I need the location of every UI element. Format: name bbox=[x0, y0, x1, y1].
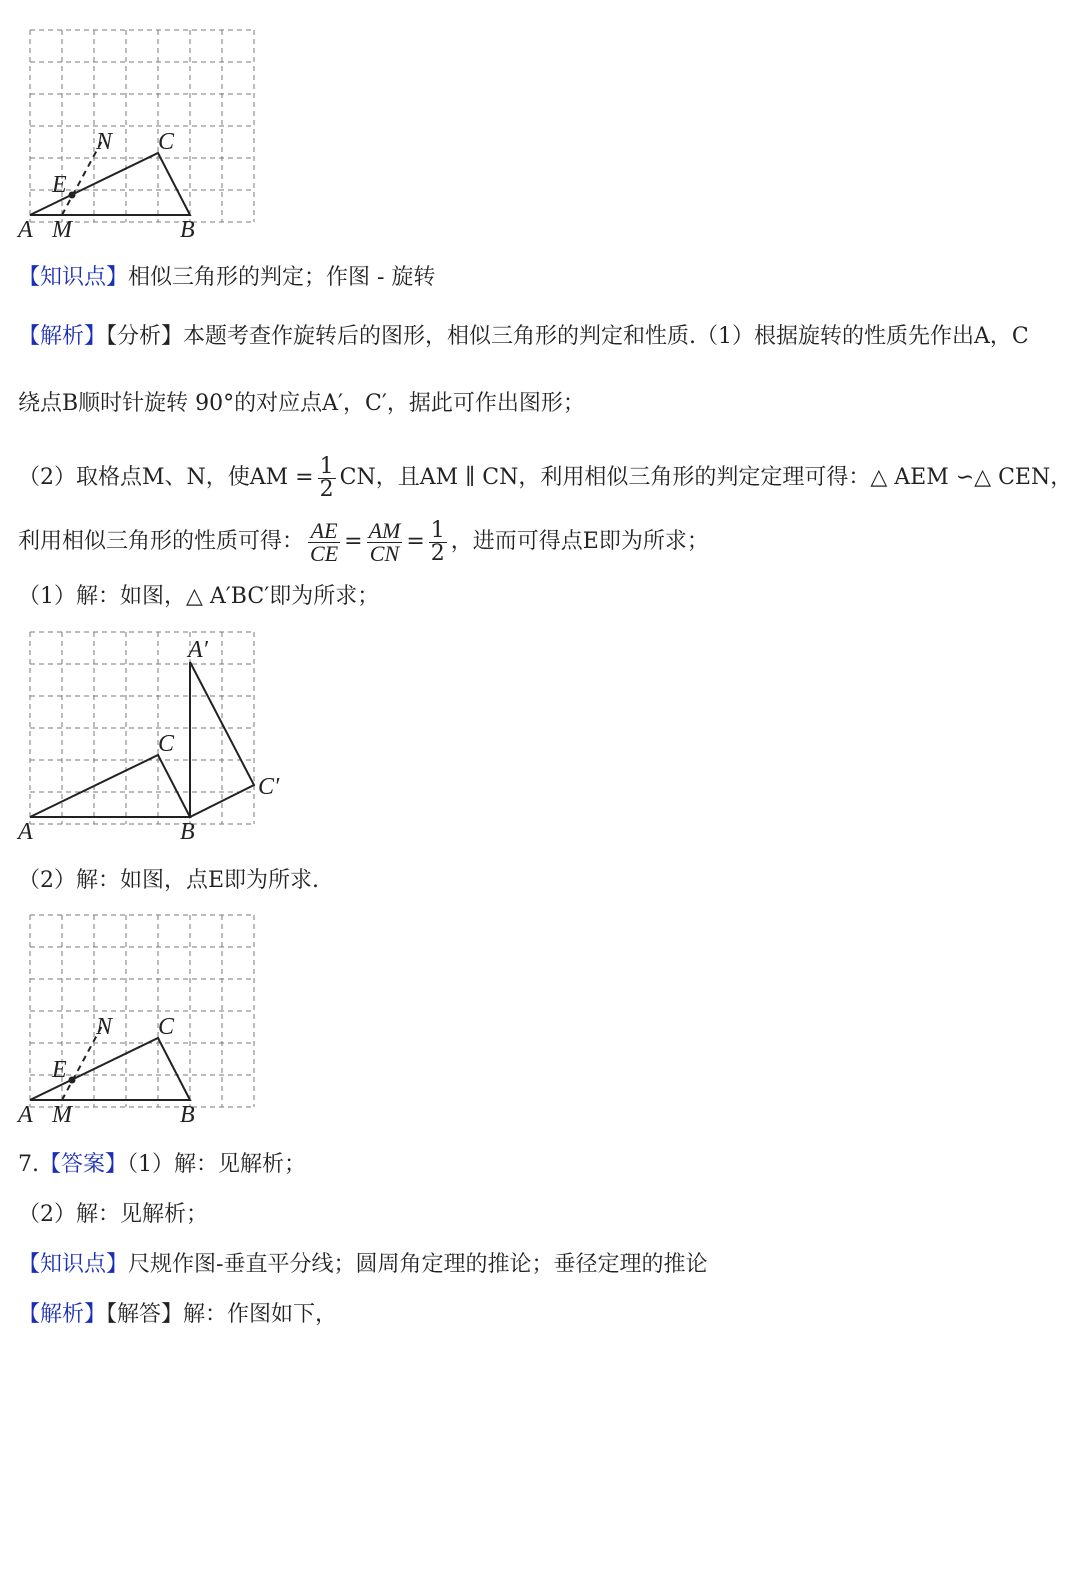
label-a-prime: A′ bbox=[188, 637, 208, 663]
label-a: A bbox=[18, 1102, 33, 1128]
figure-1-svg bbox=[14, 22, 274, 244]
fraction-ae: AE bbox=[308, 520, 340, 543]
label-c: C bbox=[158, 129, 175, 155]
analysis-text-2: 绕点B顺时针旋转 90°的对应点A′，C′，据此可作出图形； bbox=[18, 391, 585, 416]
knowledge-point-2 bbox=[18, 1250, 1066, 1280]
equals-2: = bbox=[406, 529, 425, 554]
tag-knowledge-2: 【知识点】 bbox=[18, 1252, 129, 1277]
tag-analysis: 【解析】 bbox=[18, 324, 107, 349]
triangle-a2bc2 bbox=[190, 662, 254, 817]
label-e: E bbox=[52, 172, 67, 198]
answer-7-line bbox=[18, 1150, 1066, 1180]
fraction-den: 2 bbox=[319, 476, 334, 502]
analysis-text-4a: 利用相似三角形的性质可得： bbox=[18, 529, 305, 554]
label-a: A bbox=[18, 217, 33, 243]
analysis-text-4b: ，进而可得点E即为所求； bbox=[450, 529, 709, 554]
fraction-ce: CE bbox=[310, 540, 339, 566]
label-n: N bbox=[96, 1014, 113, 1040]
label-n: N bbox=[96, 129, 113, 155]
label-c: C bbox=[158, 1014, 175, 1040]
grid bbox=[30, 632, 254, 824]
solution-2-text: （2）解：如图，点E即为所求. bbox=[18, 868, 320, 893]
analysis-text-3b: CN，且AM ∥ CN，利用相似三角形的判定定理可得：△ AEM ∽△ CEN， bbox=[339, 465, 1073, 490]
figure-3 bbox=[14, 907, 274, 1129]
figure-2 bbox=[14, 624, 304, 846]
fraction-num: 1 bbox=[319, 453, 334, 479]
analysis-text-3a: （2）取格点M、N，使AM = bbox=[18, 465, 314, 490]
analysis-line-2 bbox=[18, 389, 1066, 419]
knowledge-point-1 bbox=[18, 263, 1066, 293]
fraction-cn: CN bbox=[369, 540, 400, 566]
fraction-one: 1 bbox=[430, 517, 445, 543]
answer-7-text: （1）解：见解析； bbox=[127, 1152, 307, 1177]
label-c-prime: C′ bbox=[258, 774, 280, 800]
analysis-7-line bbox=[18, 1300, 1066, 1330]
tag-analysis-2: 【解析】 bbox=[18, 1302, 107, 1327]
solution-1-text: （1）解：如图，△ A′BC′即为所求； bbox=[18, 584, 380, 609]
label-m: M bbox=[52, 1102, 72, 1128]
label-c: C bbox=[158, 731, 175, 757]
equals-1: = bbox=[344, 529, 363, 554]
answer-7-line-2 bbox=[18, 1200, 1066, 1230]
fraction-two: 2 bbox=[430, 540, 445, 566]
solution-1-line bbox=[18, 582, 1066, 612]
label-e: E bbox=[52, 1057, 67, 1083]
label-b: B bbox=[180, 819, 195, 845]
fraction-ae-ce bbox=[308, 517, 340, 566]
fraction-am: AM bbox=[368, 517, 401, 543]
triangle-abc bbox=[30, 755, 190, 817]
label-b: B bbox=[180, 1102, 195, 1128]
analysis-line-4 bbox=[18, 517, 1066, 567]
question-number: 7. bbox=[18, 1152, 39, 1177]
point-e bbox=[69, 1077, 76, 1084]
fraction-am-cn bbox=[367, 517, 403, 566]
analysis-7-text: 【解答】解：作图如下， bbox=[106, 1302, 338, 1327]
figure-2-svg bbox=[14, 624, 304, 846]
tag-answer: 【答案】 bbox=[39, 1152, 128, 1177]
analysis-text-1: 【分析】本题考查作旋转后的图形，相似三角形的判定和性质.（1）根据旋转的性质先作出A，C bbox=[106, 324, 1029, 349]
analysis-line-3 bbox=[18, 453, 1073, 502]
figure-1 bbox=[14, 22, 274, 244]
figure-3-svg bbox=[14, 907, 274, 1129]
fraction-half bbox=[318, 453, 336, 502]
fraction-one-half bbox=[429, 517, 447, 566]
label-a: A bbox=[18, 819, 33, 845]
solution-2-line bbox=[18, 866, 1066, 896]
label-m: M bbox=[52, 217, 72, 243]
knowledge-text-2: 尺规作图-垂直平分线；圆周角定理的推论；垂径定理的推论 bbox=[128, 1252, 708, 1277]
label-b: B bbox=[180, 217, 195, 243]
tag-knowledge: 【知识点】 bbox=[18, 265, 129, 290]
knowledge-text: 相似三角形的判定；作图 - 旋转 bbox=[128, 265, 436, 290]
answer-7-text-2: （2）解：见解析； bbox=[18, 1202, 208, 1227]
point-e bbox=[69, 192, 76, 199]
analysis-line-1 bbox=[18, 322, 1066, 352]
